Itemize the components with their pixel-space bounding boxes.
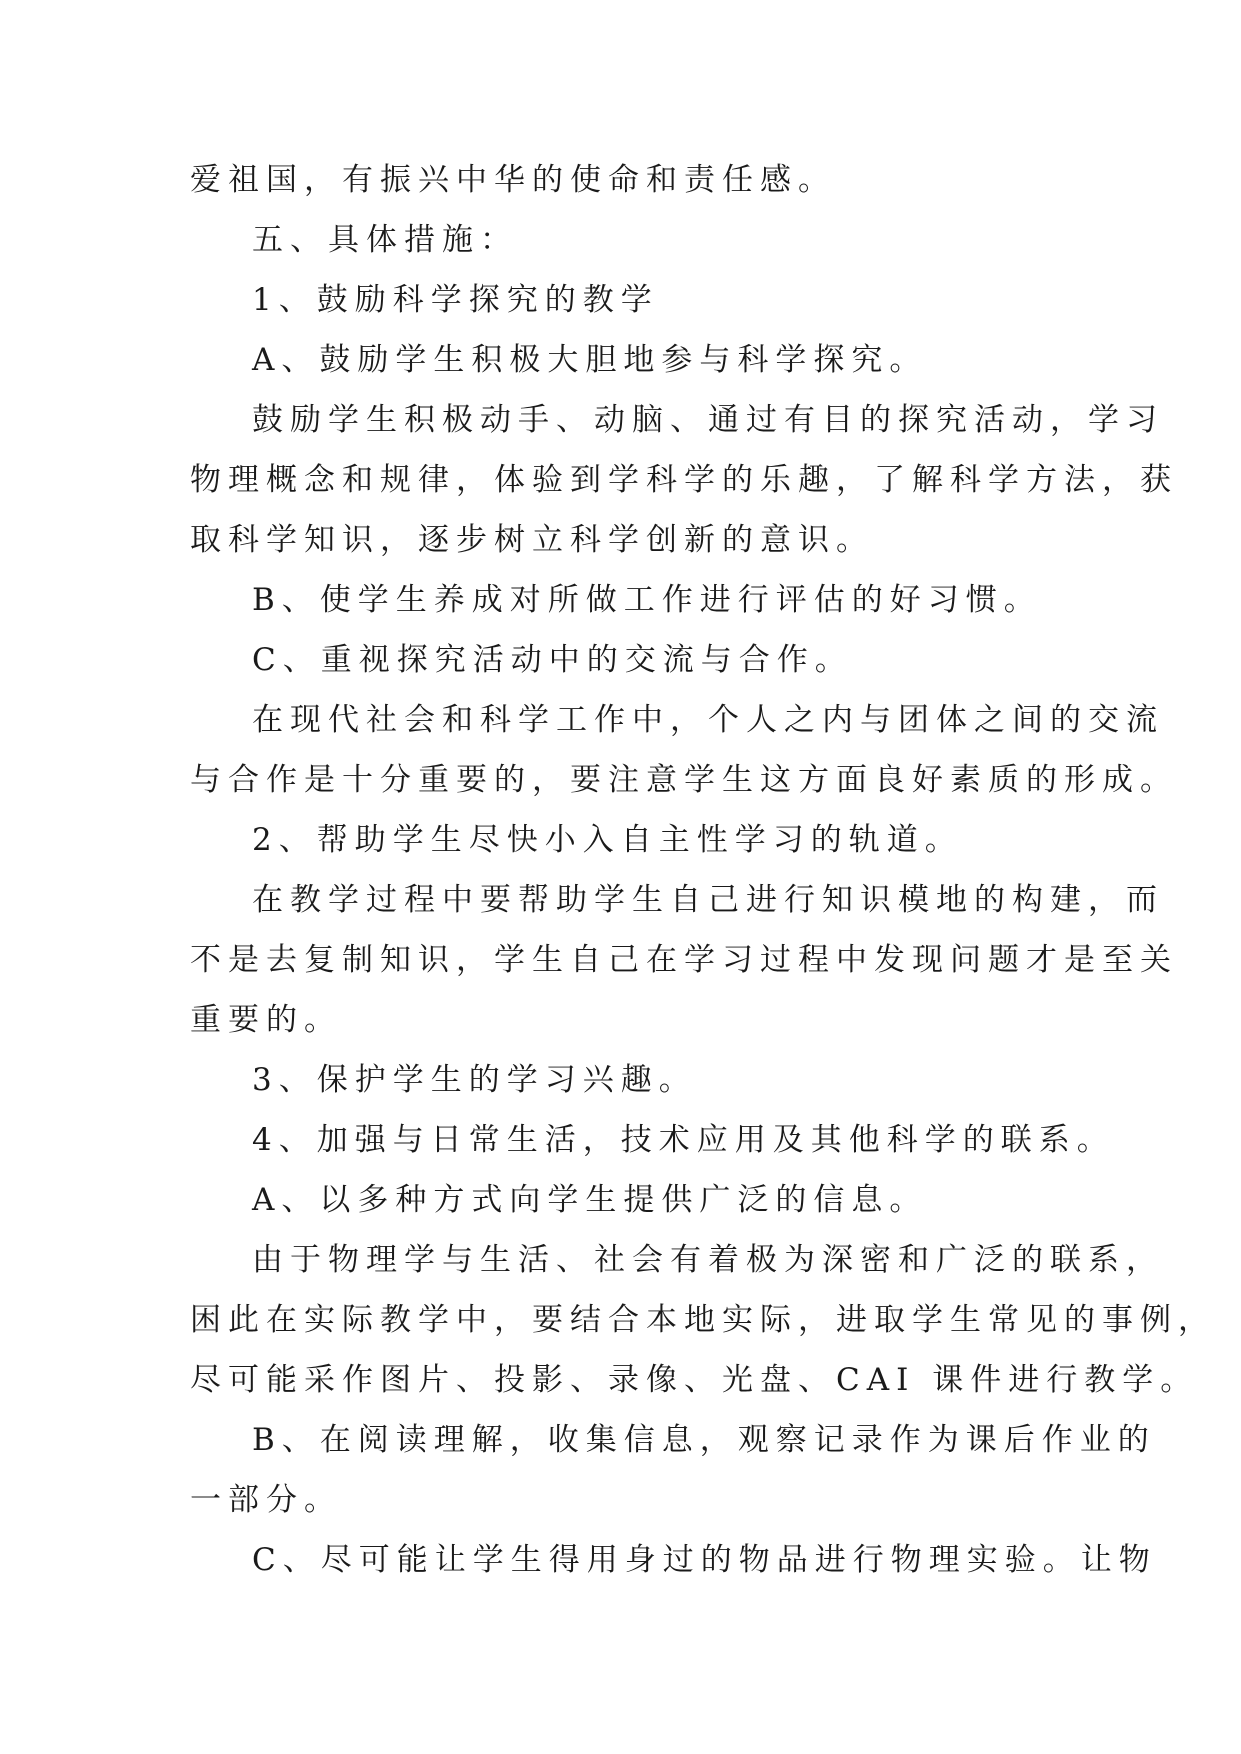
list-item-heading: C、尽可能让学生得用身过的物品进行物理实验。让物	[252, 1542, 1157, 1578]
document-body	[190, 150, 1216, 1590]
text-line: 爱祖国，有振兴中华的使命和责任感。	[190, 162, 836, 198]
subsection-heading: 4、加强与日常生活，技术应用及其他科学的联系。	[252, 1122, 1115, 1158]
list-item-heading: B、在阅读理解，收集信息，观察记录作为课后作业的	[252, 1422, 1156, 1458]
list-item-heading: B、使学生养成对所做工作进行评估的好习惯。	[252, 582, 1042, 618]
paragraph-line: 与合作是十分重要的，要注意学生这方面良好素质的形成。	[190, 762, 1178, 798]
subsection-heading: 3、保护学生的学习兴趣。	[252, 1062, 697, 1098]
list-item-heading: A、鼓励学生积极大胆地参与科学探究。	[252, 342, 928, 378]
paragraph-line: 由于物理学与生活、社会有着极为深密和广泛的联系，	[252, 1242, 1164, 1278]
paragraph-line: 困此在实际教学中，要结合本地实际，进取学生常见的事例，	[190, 1302, 1216, 1338]
paragraph-line: 不是去复制知识，学生自己在学习过程中发现问题才是至关	[190, 942, 1178, 978]
paragraph-line: 在现代社会和科学工作中，个人之内与团体之间的交流	[252, 702, 1164, 738]
subsection-heading: 1、鼓励科学探究的教学	[252, 282, 659, 318]
paragraph-line: 鼓励学生积极动手、动脑、通过有目的探究活动，学习	[252, 402, 1164, 438]
subsection-heading: 2、帮助学生尽快小入自主性学习的轨道。	[252, 822, 963, 858]
paragraph-line: 重要的。	[190, 1002, 342, 1038]
paragraph-line: 取科学知识，逐步树立科学创新的意识。	[190, 522, 874, 558]
paragraph-line: 物理概念和规律，体验到学科学的乐趣，了解科学方法，获	[190, 462, 1178, 498]
list-item-heading: C、重视探究活动中的交流与合作。	[252, 642, 853, 678]
paragraph-line: 尽可能采作图片、投影、录像、光盘、CAI 课件进行教学。	[190, 1362, 1199, 1398]
section-heading: 五、具体措施：	[252, 222, 518, 258]
paragraph-line: 一部分。	[190, 1482, 342, 1518]
paragraph-line: 在教学过程中要帮助学生自己进行知识模地的构建，而	[252, 882, 1164, 918]
list-item-heading: A、以多种方式向学生提供广泛的信息。	[252, 1182, 928, 1218]
